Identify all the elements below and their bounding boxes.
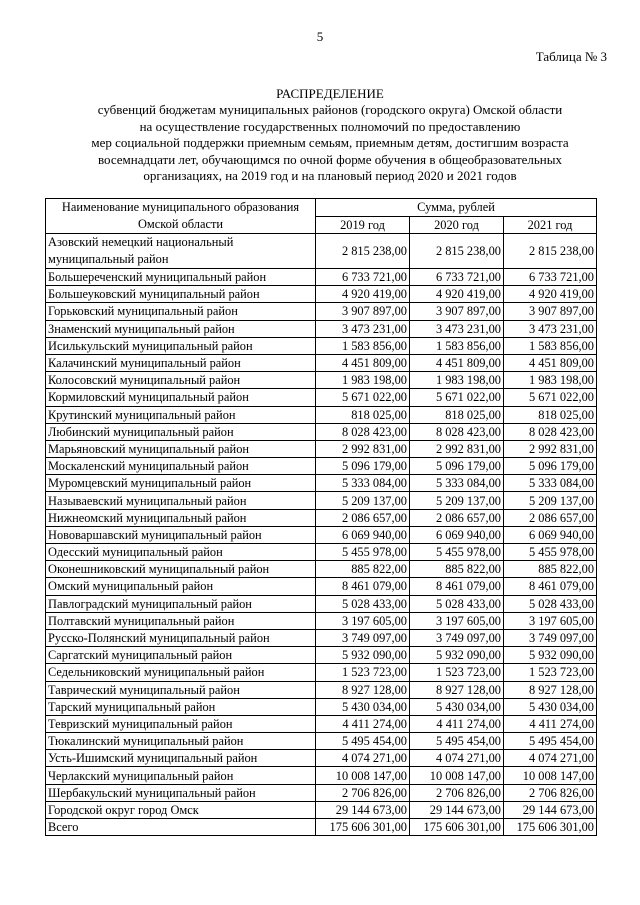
amount-2019: 818 025,00 <box>316 406 410 423</box>
column-header-name: Наименование муниципального образования Омской области <box>46 199 316 234</box>
amount-2020: 5 209 137,00 <box>410 492 504 509</box>
table-row <box>46 320 597 337</box>
district-name: Оконешниковский муниципальный район <box>46 561 316 578</box>
district-name: Полтавский муниципальный район <box>46 612 316 629</box>
table-row <box>46 234 597 269</box>
district-name: Усть-Ишимский муниципальный район <box>46 750 316 767</box>
amount-2019: 5 333 084,00 <box>316 475 410 492</box>
district-name: Муромцевский муниципальный район <box>46 475 316 492</box>
amount-2020: 1 523 723,00 <box>410 664 504 681</box>
amount-2019: 885 822,00 <box>316 561 410 578</box>
amount-2019: 8 028 423,00 <box>316 423 410 440</box>
district-name: Кормиловский муниципальный район <box>46 389 316 406</box>
district-name: Большеуковский муниципальный район <box>46 286 316 303</box>
district-name: Русско-Полянский муниципальный район <box>46 629 316 646</box>
amount-2021: 818 025,00 <box>504 406 597 423</box>
amount-2021: 1 983 198,00 <box>504 372 597 389</box>
amount-2019: 5 455 978,00 <box>316 544 410 561</box>
amount-2019: 4 411 274,00 <box>316 715 410 732</box>
amount-2019: 5 028 433,00 <box>316 595 410 612</box>
amount-2020: 4 074 271,00 <box>410 750 504 767</box>
amount-2021: 4 451 809,00 <box>504 354 597 371</box>
amount-2021: 4 074 271,00 <box>504 750 597 767</box>
table-row <box>46 664 597 681</box>
page-number: 5 <box>316 29 324 44</box>
amount-2020: 5 028 433,00 <box>410 595 504 612</box>
column-header-sum: Сумма, рублей <box>316 199 597 217</box>
amount-2019: 29 144 673,00 <box>316 801 410 818</box>
amount-2020: 29 144 673,00 <box>410 801 504 818</box>
amount-2021: 2 086 657,00 <box>504 509 597 526</box>
amount-2021: 5 932 090,00 <box>504 647 597 664</box>
amount-2020: 3 907 897,00 <box>410 303 504 320</box>
district-name: Марьяновский муниципальный район <box>46 440 316 457</box>
amount-2021: 8 028 423,00 <box>504 423 597 440</box>
table-row <box>46 337 597 354</box>
amount-2019: 4 920 419,00 <box>316 286 410 303</box>
amount-2020: 10 008 147,00 <box>410 767 504 784</box>
table-row <box>46 698 597 715</box>
amount-2020: 1 583 856,00 <box>410 337 504 354</box>
amount-2019: 1 583 856,00 <box>316 337 410 354</box>
total-2020: 175 606 301,00 <box>410 819 504 836</box>
district-name: Исилькульский муниципальный район <box>46 337 316 354</box>
amount-2020: 4 411 274,00 <box>410 715 504 732</box>
district-name: Называевский муниципальный район <box>46 492 316 509</box>
amount-2020: 3 473 231,00 <box>410 320 504 337</box>
table-row <box>46 767 597 784</box>
table-row <box>46 269 597 286</box>
heading-line: организациях, на 2019 год и на плановый период 2020 и 2021 годов <box>143 168 517 184</box>
table-row <box>46 526 597 543</box>
amount-2019: 6 069 940,00 <box>316 526 410 543</box>
total-label: Всего <box>46 819 316 836</box>
amount-2021: 8 461 079,00 <box>504 578 597 595</box>
table-row <box>46 544 597 561</box>
amount-2020: 2 815 238,00 <box>410 234 504 269</box>
district-name: Шербакульский муниципальный район <box>46 784 316 801</box>
district-name: Тюкалинский муниципальный район <box>46 733 316 750</box>
amount-2019: 6 733 721,00 <box>316 269 410 286</box>
amount-2021: 4 920 419,00 <box>504 286 597 303</box>
table-row <box>46 354 597 371</box>
amount-2021: 2 992 831,00 <box>504 440 597 457</box>
table-row <box>46 750 597 767</box>
amount-2019: 3 749 097,00 <box>316 629 410 646</box>
heading-line: на осуществление государственных полномочий по предоставлению <box>139 118 521 134</box>
amount-2020: 5 430 034,00 <box>410 698 504 715</box>
amount-2021: 5 495 454,00 <box>504 733 597 750</box>
table-row <box>46 561 597 578</box>
amount-2019: 2 815 238,00 <box>316 234 410 269</box>
table-row <box>46 595 597 612</box>
amount-2021: 5 209 137,00 <box>504 492 597 509</box>
table-row <box>46 647 597 664</box>
district-name: Крутинский муниципальный район <box>46 406 316 423</box>
district-name: Черлакский муниципальный район <box>46 767 316 784</box>
heading-line: субвенций бюджетам муниципальных районов (городского округа) Омской области <box>97 102 563 118</box>
amount-2021: 8 927 128,00 <box>504 681 597 698</box>
column-header-2019: 2019 год <box>316 216 410 234</box>
column-header-2020: 2020 год <box>410 216 504 234</box>
amount-2019: 8 927 128,00 <box>316 681 410 698</box>
amount-2019: 5 671 022,00 <box>316 389 410 406</box>
amount-2021: 5 096 179,00 <box>504 458 597 475</box>
district-name: Одесский муниципальный район <box>46 544 316 561</box>
district-name: Городской округ город Омск <box>46 801 316 818</box>
amount-2019: 1 983 198,00 <box>316 372 410 389</box>
table-row <box>46 423 597 440</box>
district-name: Калачинский муниципальный район <box>46 354 316 371</box>
amount-2019: 5 430 034,00 <box>316 698 410 715</box>
district-name: Горьковский муниципальный район <box>46 303 316 320</box>
table-row <box>46 715 597 732</box>
amount-2021: 3 473 231,00 <box>504 320 597 337</box>
district-name: Седельниковский муниципальный район <box>46 664 316 681</box>
amount-2019: 5 495 454,00 <box>316 733 410 750</box>
amount-2019: 1 523 723,00 <box>316 664 410 681</box>
amount-2020: 5 333 084,00 <box>410 475 504 492</box>
total-row <box>46 819 597 836</box>
amount-2021: 5 455 978,00 <box>504 544 597 561</box>
amount-2020: 5 096 179,00 <box>410 458 504 475</box>
table-row <box>46 458 597 475</box>
amount-2021: 1 523 723,00 <box>504 664 597 681</box>
amount-2021: 6 733 721,00 <box>504 269 597 286</box>
amount-2020: 8 461 079,00 <box>410 578 504 595</box>
amount-2019: 2 086 657,00 <box>316 509 410 526</box>
amount-2021: 3 907 897,00 <box>504 303 597 320</box>
amount-2021: 4 411 274,00 <box>504 715 597 732</box>
heading-line: мер социальной поддержки приемным семьям, приемным детям, достигшим возраста <box>91 135 569 151</box>
amount-2021: 5 028 433,00 <box>504 595 597 612</box>
table-body <box>46 234 597 836</box>
amount-2019: 3 473 231,00 <box>316 320 410 337</box>
district-name: Тевризский муниципальный район <box>46 715 316 732</box>
amount-2020: 4 451 809,00 <box>410 354 504 371</box>
table-row <box>46 784 597 801</box>
district-name: Большереченский муниципальный район <box>46 269 316 286</box>
table-label: Таблица № 3 <box>535 49 607 64</box>
amount-2020: 2 086 657,00 <box>410 509 504 526</box>
district-name: Омский муниципальный район <box>46 578 316 595</box>
district-name: Москаленский муниципальный район <box>46 458 316 475</box>
table-row <box>46 406 597 423</box>
amount-2021: 29 144 673,00 <box>504 801 597 818</box>
amount-2020: 3 197 605,00 <box>410 612 504 629</box>
amount-2020: 8 028 423,00 <box>410 423 504 440</box>
amount-2021: 1 583 856,00 <box>504 337 597 354</box>
amount-2019: 3 197 605,00 <box>316 612 410 629</box>
table-row <box>46 612 597 629</box>
amount-2020: 2 992 831,00 <box>410 440 504 457</box>
district-name: Колосовский муниципальный район <box>46 372 316 389</box>
amount-2019: 8 461 079,00 <box>316 578 410 595</box>
district-name: Тарский муниципальный район <box>46 698 316 715</box>
amount-2020: 5 671 022,00 <box>410 389 504 406</box>
amount-2019: 2 992 831,00 <box>316 440 410 457</box>
table-row <box>46 681 597 698</box>
district-name: Знаменский муниципальный район <box>46 320 316 337</box>
district-name: Таврический муниципальный район <box>46 681 316 698</box>
amount-2020: 5 495 454,00 <box>410 733 504 750</box>
amount-2021: 5 333 084,00 <box>504 475 597 492</box>
amount-2020: 5 932 090,00 <box>410 647 504 664</box>
amount-2019: 3 907 897,00 <box>316 303 410 320</box>
distribution-table <box>45 198 597 836</box>
amount-2021: 3 197 605,00 <box>504 612 597 629</box>
district-name: Павлоградский муниципальный район <box>46 595 316 612</box>
amount-2021: 6 069 940,00 <box>504 526 597 543</box>
table-row <box>46 440 597 457</box>
amount-2020: 8 927 128,00 <box>410 681 504 698</box>
amount-2020: 818 025,00 <box>410 406 504 423</box>
column-header-2021: 2021 год <box>504 216 597 234</box>
table-row <box>46 801 597 818</box>
amount-2020: 2 706 826,00 <box>410 784 504 801</box>
district-name: Азовский немецкий национальный муниципальный район <box>46 234 316 269</box>
amount-2020: 6 733 721,00 <box>410 269 504 286</box>
amount-2019: 5 932 090,00 <box>316 647 410 664</box>
district-name: Нововаршавский муниципальный район <box>46 526 316 543</box>
table-row <box>46 578 597 595</box>
district-name: Саргатский муниципальный район <box>46 647 316 664</box>
amount-2019: 4 074 271,00 <box>316 750 410 767</box>
total-2019: 175 606 301,00 <box>316 819 410 836</box>
amount-2020: 885 822,00 <box>410 561 504 578</box>
district-name: Нижнеомский муниципальный район <box>46 509 316 526</box>
table-row <box>46 733 597 750</box>
amount-2021: 10 008 147,00 <box>504 767 597 784</box>
amount-2019: 4 451 809,00 <box>316 354 410 371</box>
amount-2021: 885 822,00 <box>504 561 597 578</box>
amount-2020: 5 455 978,00 <box>410 544 504 561</box>
amount-2021: 5 430 034,00 <box>504 698 597 715</box>
table-row <box>46 286 597 303</box>
amount-2019: 2 706 826,00 <box>316 784 410 801</box>
amount-2020: 6 069 940,00 <box>410 526 504 543</box>
table-row <box>46 372 597 389</box>
table-row <box>46 475 597 492</box>
district-name: Любинский муниципальный район <box>46 423 316 440</box>
table-row <box>46 303 597 320</box>
amount-2020: 3 749 097,00 <box>410 629 504 646</box>
table-row <box>46 629 597 646</box>
amount-2020: 4 920 419,00 <box>410 286 504 303</box>
table-row <box>46 509 597 526</box>
heading-line: восемнадцати лет, обучающимся по очной форме обучения в общеобразовательных <box>97 151 562 167</box>
document-heading <box>40 86 620 184</box>
heading-title: РАСПРЕДЕЛЕНИЕ <box>276 86 384 101</box>
amount-2019: 5 096 179,00 <box>316 458 410 475</box>
amount-2021: 2 815 238,00 <box>504 234 597 269</box>
amount-2019: 5 209 137,00 <box>316 492 410 509</box>
amount-2021: 5 671 022,00 <box>504 389 597 406</box>
amount-2021: 3 749 097,00 <box>504 629 597 646</box>
amount-2020: 1 983 198,00 <box>410 372 504 389</box>
amount-2019: 10 008 147,00 <box>316 767 410 784</box>
table-row <box>46 389 597 406</box>
table-row <box>46 492 597 509</box>
amount-2021: 2 706 826,00 <box>504 784 597 801</box>
total-2021: 175 606 301,00 <box>504 819 597 836</box>
